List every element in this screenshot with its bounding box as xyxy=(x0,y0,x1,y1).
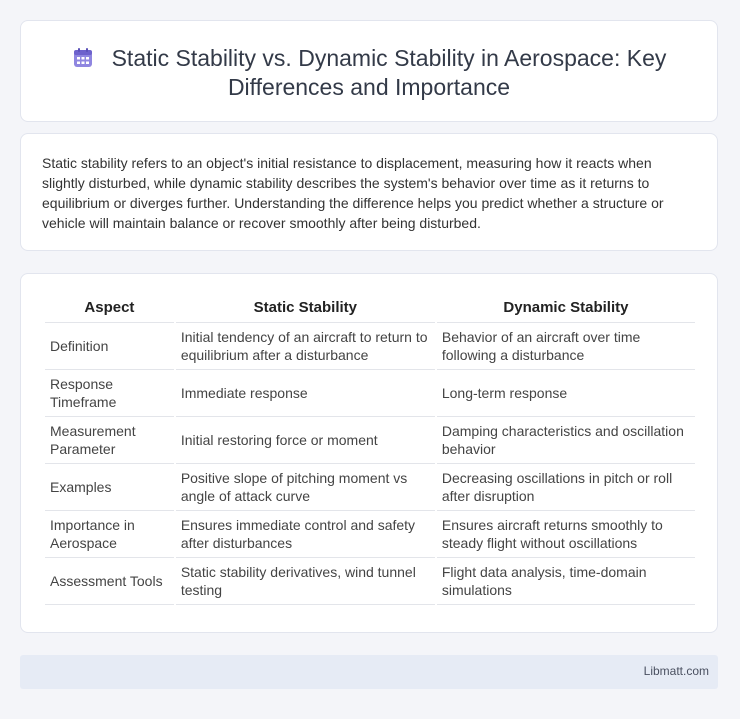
comparison-table xyxy=(43,293,697,605)
cell-dynamic: Long-term response xyxy=(437,369,695,416)
header-static: Static Stability xyxy=(253,298,358,316)
calendar-icon xyxy=(72,47,94,69)
intro-paragraph: Static stability refers to an object's initial resistance to displacement, measuring how it reacts when slightly disturbed, while dynamic stability describes the system's behavior over time as it returns to equilibrium or diverges further. Understanding the difference helps you predict whether a structure or vehicle will maintain balance or recover smoothly after being disturbed. xyxy=(42,155,664,231)
cell-aspect: Measurement Parameter xyxy=(45,416,174,463)
cell-dynamic: Decreasing oscillations in pitch or roll after disruption xyxy=(437,463,695,510)
table-row xyxy=(45,322,695,369)
cell-aspect: Examples xyxy=(45,463,174,510)
cell-dynamic: Ensures aircraft returns smoothly to steady flight without oscillations xyxy=(437,510,695,557)
cell-static: Initial restoring force or moment xyxy=(176,416,435,463)
cell-aspect: Assessment Tools xyxy=(45,557,174,605)
table-row xyxy=(45,510,695,557)
cell-static: Initial tendency of an aircraft to return to equilibrium after a disturbance xyxy=(176,322,435,369)
cell-static: Ensures immediate control and safety after disturbances xyxy=(176,510,435,557)
cell-aspect: Response Timeframe xyxy=(45,369,174,416)
page-title: Static Stability vs. Dynamic Stability in Aerospace: Key Differences and Importance xyxy=(111,45,667,100)
intro-card xyxy=(20,133,718,251)
comparison-card xyxy=(20,273,718,633)
cell-dynamic: Damping characteristics and oscillation behavior xyxy=(437,416,695,463)
cell-dynamic: Behavior of an aircraft over time following a disturbance xyxy=(437,322,695,369)
cell-aspect: Importance in Aerospace xyxy=(45,510,174,557)
footer-bar xyxy=(20,655,718,689)
table-row xyxy=(45,369,695,416)
page-title-wrap xyxy=(21,44,717,102)
table-header-row xyxy=(45,293,695,322)
footer-brand: Libmatt.com xyxy=(643,664,709,678)
cell-static: Static stability derivatives, wind tunnel testing xyxy=(176,557,435,605)
header-aspect: Aspect xyxy=(84,298,135,316)
table-row xyxy=(45,416,695,463)
title-card xyxy=(20,20,718,122)
table-row xyxy=(45,557,695,605)
cell-aspect: Definition xyxy=(45,322,174,369)
cell-static: Immediate response xyxy=(176,369,435,416)
header-dynamic: Dynamic Stability xyxy=(503,298,629,316)
cell-static: Positive slope of pitching moment vs angle of attack curve xyxy=(176,463,435,510)
cell-dynamic: Flight data analysis, time-domain simulations xyxy=(437,557,695,605)
table-row xyxy=(45,463,695,510)
